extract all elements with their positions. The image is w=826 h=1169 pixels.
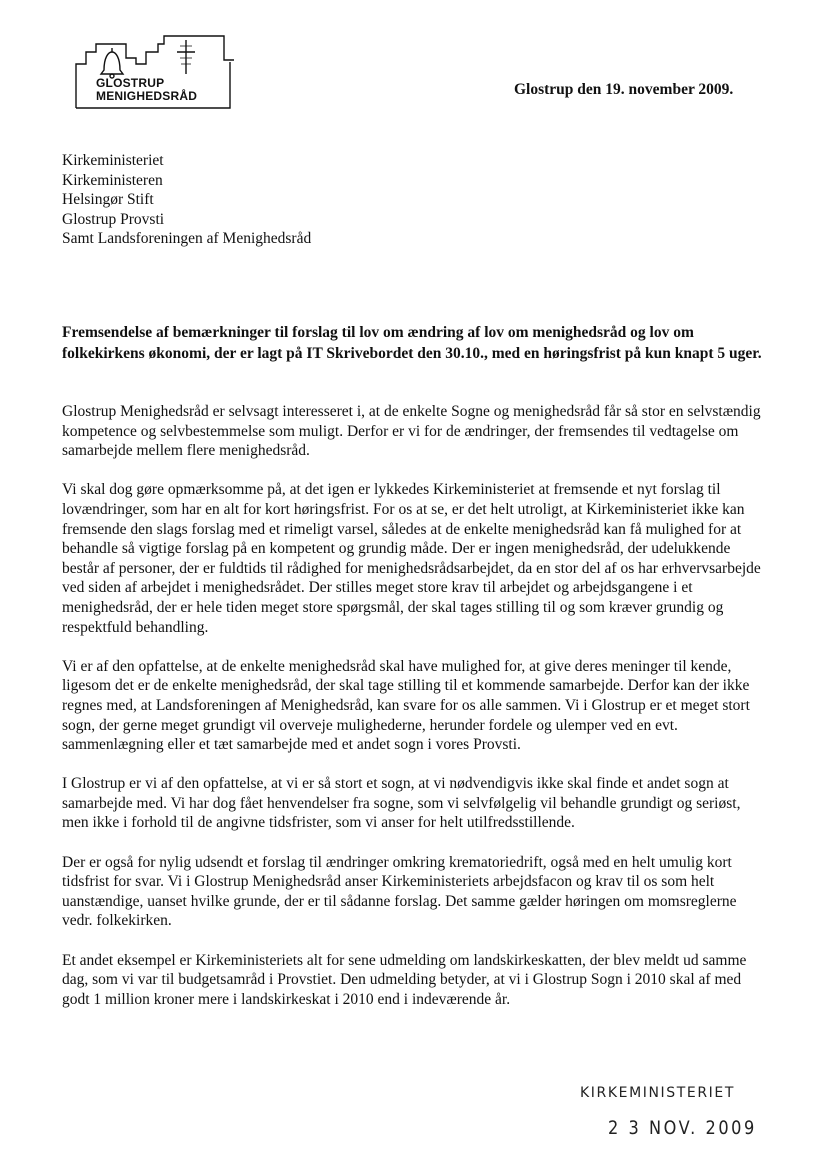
recipient: Kirkeministeriet <box>62 152 164 169</box>
recipient: Samt Landsforeningen af Menighedsråd <box>62 230 312 247</box>
recipient: Glostrup Provsti <box>62 210 165 228</box>
logo-line-1: GLOSTRUP <box>96 76 165 90</box>
recipient: Helsingør Stift <box>62 191 154 208</box>
letter-subject: Fremsendelse af bemærkninger til forslag til lov om ændring af lov om menighedsråd og lov om folkekirkens økonomi, der er lagt på IT Skrivebordet den 30.10., med en høringsfrist på kun knapt 5 uger. <box>62 324 762 362</box>
body-paragraph: Vi er af den opfattelse, at de enkelte menighedsråd skal have mulighed for, at give deres meninger til kende, ligesom det er de enkelte menighedsråd, der skal tage stilling til et kommende samarbejde. Derfor kan der ikke regnes med, at Landsforeningen af Menighedsråd, kan svare for os alle sammen. Vi i Glostrup er et meget stort sogn, der gerne meget grundigt vil overveje mulighederne, herunder fordele og ulemper ved en evt. sammenlægning eller et tæt samarbejde med et andet sogn i vores Provsti. <box>62 657 750 754</box>
received-stamp <box>580 1085 783 1139</box>
stamp-organization: KIRKEMINISTERIET <box>580 1085 736 1101</box>
body-paragraph: I Glostrup er vi af den opfattelse, at vi er så stort et sogn, at vi nødvendigvis ikke skal finde et andet sogn at samarbejde med. Vi har dog fået henvendelser fra sogne, som vi selvfølgelig vil behandle grundigt og seriøst, men ikke i forhold til de angivne tidsfrister, som vi anser for helt utilfredsstillende. <box>62 775 741 832</box>
menighedsraad-logo <box>74 22 234 110</box>
body-paragraph: Et andet eksempel er Kirkeministeriets alt for sene udmelding om landskirkeskatten, der blev meldt ud samme dag, som vi var til budgetsamråd i Provstiet. Den udmelding betyder, at vi i Glostrup Sogn i 2010 skal af med godt 1 million kroner mere i landskirkeskat i 2010 end i indeværende år. <box>62 951 747 1008</box>
body-paragraph: Der er også for nylig udsendt et forslag til ændringer omkring krematoriedrift, også med en helt umulig kort tidsfrist for svar. Vi i Glostrup Menighedsråd anser Kirkeministeriets arbejdsfacon og krav til os som helt uanstændige, uanset hvilke grunde, der er til sådanne forslag. Det samme gælder høringen om momsreglerne vedr. folkekirken. <box>62 853 737 930</box>
logo-wordmark <box>96 77 226 103</box>
letter-date: Glostrup den 19. november 2009. <box>514 81 734 98</box>
recipient-list <box>62 151 311 249</box>
body-paragraph: Vi skal dog gøre opmærksomme på, at det igen er lykkedes Kirkeministeriet at fremsende et nyt forslag til lovændringer, som har en alt for kort høringsfrist. For os at se, er det helt utroligt, at Kirkeministeriet ikke kan fremsende den slags forslag med et rimeligt varsel, således at de enkelte menighedsråd kan få mulighed for at behandle så vigtige forslag på en kompetent og grundig måde. Der er ingen menighedsråd, der udelukkende består af personer, der er fuldtids til rådighed for menighedsrådsarbejdet, da en stor del af os har erhvervsarbejde ved siden af arbejdet i menighedsrådet. Der stilles meget store krav til arbejdet og arbejdsgangene i et menighedsråd, der er hele tiden meget store spørgsmål, der skal tages stilling til og som kræver grundig og respektfuld behandling. <box>62 481 761 636</box>
stamp-date: 2 3 NOV. 2009 <box>608 1117 757 1139</box>
recipient: Kirkeministeren <box>62 171 163 189</box>
body-paragraph: Glostrup Menighedsråd er selvsagt interesseret i, at de enkelte Sogne og menighedsråd får så stor en selvstændig kompetence og selvbestemmelse som muligt. Derfor er vi for de ændringer, der fremsendes til vedtagelse om samarbejde mellem flere menighedsråd. <box>62 403 761 460</box>
logo-line-2: MENIGHEDSRÅD <box>96 89 198 103</box>
letter-body <box>62 402 762 1029</box>
